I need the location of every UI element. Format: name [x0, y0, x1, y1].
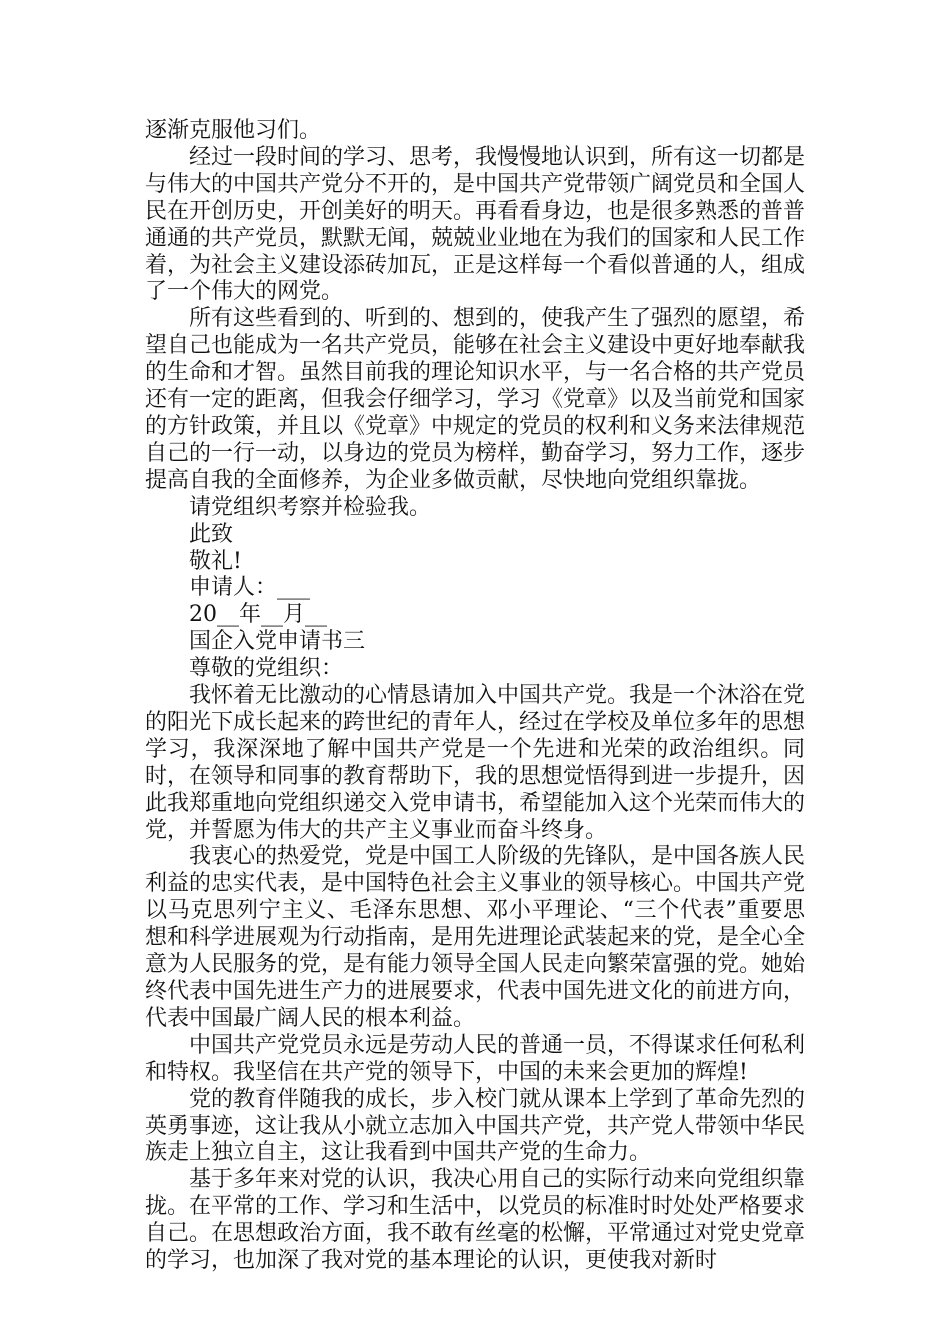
applicant-line: 申请人：___ [189, 575, 311, 601]
closing-respect: 敬礼! [189, 548, 242, 574]
paragraph-love-party: 我衷心的热爱党，党是中国工人阶级的先锋队，是中国各族人民利益的忠实代表，是中国特色社会主义事业的领导核心。中国共产党以马克思列宁主义、毛泽东思想、邓小平理论、“三个代表”重要思想和科学进展观为行动指南，是用先进理论武装起来的党，是全心全意为人民服务的党，是有能力领导全国人民走向繁荣富强的党。她始终代表中国先进生产力的进展要求，代表中国先进文化的前进方向，代表中国最广阔人民的根本利益。 [145, 844, 806, 1031]
date-line: 20__年__月__ [189, 602, 327, 628]
section-title: 国企入党申请书三 [189, 629, 366, 655]
request-line: 请党组织考察并检验我。 [189, 494, 432, 520]
paragraph-understanding: 经过一段时间的学习、思考，我慢慢地认识到，所有这一切都是与伟大的中国共产党分不开的，是中国共产党带领广阔党员和全国人民在开创历史，开创美好的明天。再看看身边，也是很多熟悉的普普通通的共产党员，默默无闻，兢兢业业地在为我们的国家和人民工作着，为社会主义建设添砖加瓦，正是这样每一个看似普通的人，组成了一个伟大的网党。 [145, 144, 806, 305]
closing-salutation: 此致 [189, 521, 234, 547]
paragraph-education: 党的教育伴随我的成长，步入校门就从课本上学到了革命先烈的英勇事迹，这让我从小就立志加入中国共产党，共产党人带领中华民族走上独立自主，这让我看到中国共产党的生命力。 [145, 1086, 806, 1166]
document-page [145, 118, 805, 1275]
paragraph-continuation: 逐渐克服他习们。 [145, 118, 322, 143]
paragraph-application: 我怀着无比激动的心情恳请加入中国共产党。我是一个沐浴在党的阳光下成长起来的跨世纪的青年人，经过在学校及单位多年的思想学习，我深深地了解中国共产党是一个先进和光荣的政治组织。同时，在领导和同事的教育帮助下，我的思想觉悟得到进一步提升，因此我郑重地向党组织递交入党申请书，希望能加入这个光荣而伟大的党，并誓愿为伟大的共产主义事业而奋斗终身。 [145, 683, 806, 843]
greeting-line: 尊敬的党组织： [189, 656, 344, 682]
paragraph-aspiration: 所有这些看到的、听到的、想到的，使我产生了强烈的愿望，希望自己也能成为一名共产党员，能够在社会主义建设中更好地奉献我的生命和才智。虽然目前我的理论知识水平，与一名合格的共产党员还有一定的距离，但我会仔细学习，学习《党章》以及当前党和国家的方针政策，并且以《党章》中规定的党员的权利和义务来法律规范自己的一行一动，以身边的党员为榜样，勤奋学习，努力工作，逐步提高自我的全面修养，为企业多做贡献，尽快地向党组织靠拢。 [145, 306, 806, 493]
paragraph-commitment: 基于多年来对党的认识，我决心用自己的实际行动来向党组织靠拢。在平常的工作、学习和生活中，以党员的标准时时处处严格要求自己。在思想政治方面，我不敢有丝毫的松懈，平常通过对党史党章的学习，也加深了我对党的基本理论的认识，更使我对新时 [145, 1167, 806, 1274]
paragraph-party-member: 中国共产党党员永远是劳动人民的普通一员，不得谋求任何私利和特权。我坚信在共产党的领导下，中国的未来会更加的辉煌! [145, 1032, 806, 1085]
